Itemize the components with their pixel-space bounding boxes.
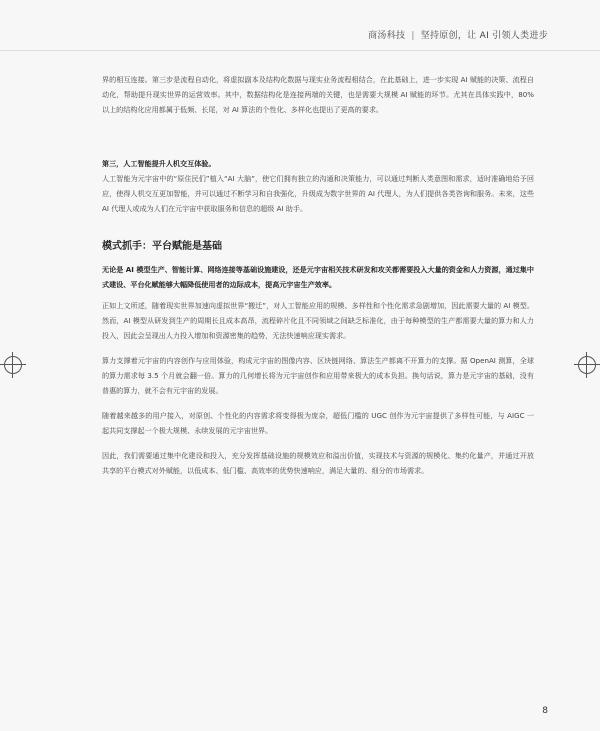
header-slogan: 坚持原创，让 AI 引领人类进步	[420, 31, 548, 41]
paragraph-compute: 算力支撑着元宇宙的内容创作与应用体验，构成元宇宙的图像内容、区块链网络、算法生产都离不开算力的支撑。据 OpenAI 测算，全球的算力需求每 3.5 个月就会翻一倍。算力的几何增长将为元宇宙创作和应用带来极大的成本负担。换句话说，算力是元宇宙的基础，没有普惠的算力，就不会有元宇宙的发展。	[102, 356, 534, 395]
paragraph-structuring: 界的相互连接。第三步是流程自动化，将虚拟副本及结构化数据与现实业务流程相结合，在此基础上，进一步实现 AI 赋能的决策、流程自动化，帮助提升现实世界的运营效率。其中，数据结构化是连接两端的关键，也是需要大规模 AI 赋能的环节。尤其在具体实践中，80% 以上的结构化应用都属于低频、长尾，对 AI 算法的个性化、多样化也提出了更高的要求。	[102, 75, 534, 114]
lead-paragraph-block	[102, 262, 534, 292]
header-company: 商汤科技	[368, 31, 406, 41]
body-content	[102, 72, 534, 117]
paragraph-block-conclusion	[102, 448, 534, 478]
registration-mark-right-icon	[574, 352, 600, 378]
registration-mark-left-icon	[0, 352, 26, 378]
page-header	[368, 28, 548, 41]
paragraph-ugc: 随着越来越多的用户接入，对原创、个性化的内容需求将变得极为庞杂，超低门槛的 UGC 创作为元宇宙提供了多样性可能，与 AIGC 一起共同支撑起一个极大规模、永续发展的元宇宙世界。	[102, 411, 534, 435]
paragraph-block-ugc	[102, 408, 534, 438]
paragraph-ai-agents: 人工智能为元宇宙中的“原住民们”植入“AI 大脑”，使它们拥有独立的沟通和决策能力，可以通过判断人类意图和需求，适时准确地给予回应，使得人机交互更加智能，并可以通过不断学习和自我强化，升级成为数字世界的 AI 代理人，为人们提供各类咨询和服务。未来，这些 AI 代理人或成为人们在元宇宙中获取服务和信息的超级 AI 助手。	[102, 174, 534, 213]
paragraph-ai-models: 正如上文所述，随着现实世界加速向虚拟世界“搬迁”，对人工智能应用的规模、多样性和个性化需求急剧增加，因此需要大量的 AI 模型。然而，AI 模型从研发到生产的周期长且成本高昂，流程碎片化且不同领域之间缺乏标准化，由于每种模型的生产都需要大量的算力和人力投入，因此会呈现出人力投入增加和资源密集的趋势，无法快速响应现实需求。	[102, 301, 534, 340]
paragraph-block-models	[102, 298, 534, 343]
section-title: 模式抓手：平台赋能是基础	[102, 241, 222, 252]
header-divider	[0, 50, 600, 51]
lead-paragraph: 无论是 AI 模型生产、智能计算、网络连接等基础设施建设，还是元宇宙相关技术研发和攻关都需要投入大量的资金和人力资源，通过集中式建设、平台化赋能够大幅降低使用者的边际成本，提高元宇宙生产效率。	[102, 265, 534, 289]
page-number: 8	[542, 706, 548, 716]
paragraph-block-compute	[102, 353, 534, 398]
subsection-interaction	[102, 156, 534, 216]
paragraph-conclusion: 因此，我们需要通过集中化建设和投入，充分发挥基础设施的规模效应和溢出价值，实现技术与资源的规模化、集约化量产，并通过开放共享的平台模式对外赋能，以低成本、低门槛、高效率的优势快速响应，满足大量的、细分的市场需求。	[102, 451, 534, 475]
header-separator: |	[411, 31, 415, 41]
subsection-title-interaction: 第三，人工智能提升人机交互体验。	[102, 159, 216, 168]
section-platform	[102, 237, 534, 252]
